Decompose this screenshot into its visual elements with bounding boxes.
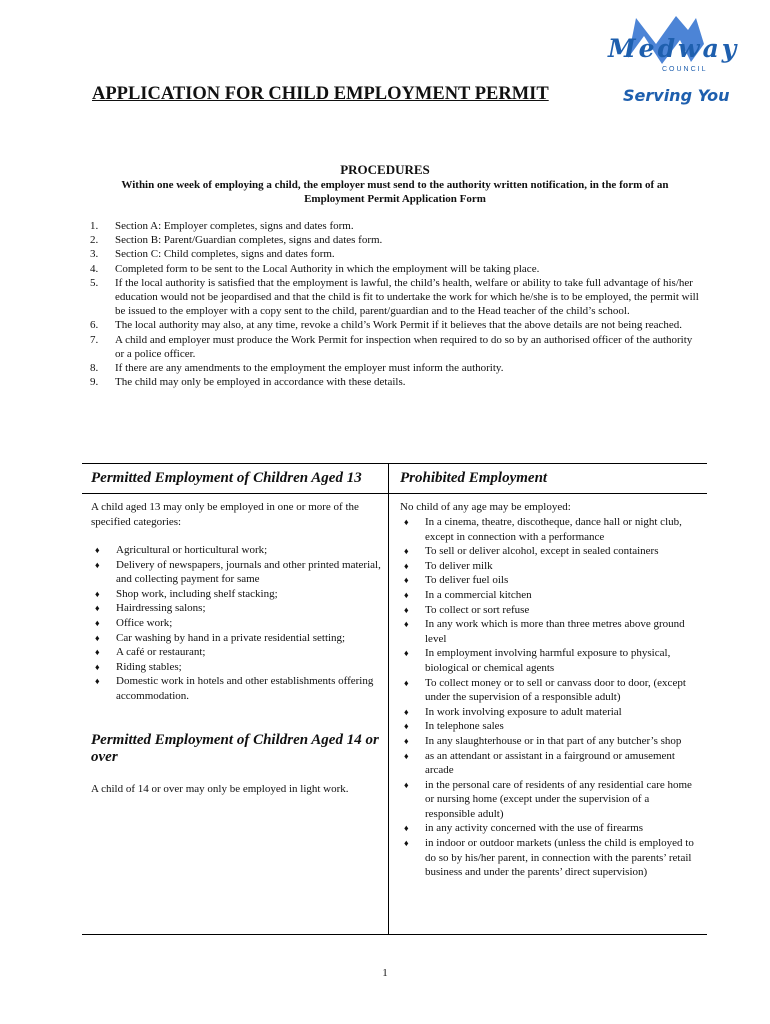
procedure-item bbox=[90, 361, 702, 375]
permitted-13-intro: A child aged 13 may only be employed in one or more of the specified categories: bbox=[91, 501, 359, 528]
procedure-number: 7. bbox=[90, 333, 99, 346]
list-item: ♦ Shop work, including shelf stacking; bbox=[91, 587, 388, 602]
list-item: ♦ Delivery of newspapers, journals and other printed material, and collecting payment for same bbox=[91, 558, 388, 587]
procedures-intro: Within one week of employing a child, the employer must send to the authority written notification, in the form of an Employment Permit Application Form bbox=[121, 179, 669, 205]
list-item: ♦ Domestic work in hotels and other establishments offering accommodation. bbox=[91, 674, 388, 703]
table-header-divider bbox=[82, 493, 707, 494]
procedure-text: If the local authority is satisfied that the employment is lawful, the child’s health, welfare or ability to take full advantage of his/her education would not be jeopardised and that the child is fit to undertake the work for which he/she is to be employed, the permit will be issued to the employer with a copy sent to the child, parent/guardian and to the Head teacher of the child’s school. bbox=[115, 276, 699, 318]
list-item: ♦ To deliver fuel oils bbox=[400, 573, 702, 588]
list-item: ♦ In any work which is more than three metres above ground level bbox=[400, 617, 702, 646]
procedure-text: Section B: Parent/Guardian completes, signs and dates form. bbox=[115, 234, 383, 247]
list-item: ♦ In telephone sales bbox=[400, 719, 702, 734]
list-item: ♦ as an attendant or assistant in a fairground or amusement arcade bbox=[400, 749, 702, 778]
employment-table bbox=[82, 463, 707, 935]
procedure-number: 9. bbox=[90, 376, 99, 389]
logo-council-text: COUNCIL bbox=[662, 66, 708, 73]
list-item: ♦ In a commercial kitchen bbox=[400, 588, 702, 603]
procedure-number: 4. bbox=[90, 262, 99, 275]
procedure-item bbox=[90, 262, 702, 276]
procedure-number: 1. bbox=[90, 220, 99, 232]
document-title: APPLICATION FOR CHILD EMPLOYMENT PERMIT bbox=[92, 84, 549, 104]
procedure-item bbox=[90, 233, 702, 247]
procedure-number: 5. bbox=[90, 276, 99, 289]
procedures-list bbox=[90, 219, 702, 389]
procedure-text: The child may only be employed in accordance with these details. bbox=[115, 376, 406, 389]
procedure-item bbox=[90, 318, 702, 332]
list-item: ♦ To collect money or to sell or canvass door to door, (except under the supervision of a responsible adult) bbox=[400, 676, 702, 705]
procedure-item bbox=[90, 276, 702, 319]
list-item: ♦ Car washing by hand in a private residential setting; bbox=[91, 631, 388, 646]
list-item: ♦ In work involving exposure to adult material bbox=[400, 705, 702, 720]
procedure-item bbox=[90, 333, 702, 361]
procedure-number: 3. bbox=[90, 248, 99, 261]
list-item: ♦ In employment involving harmful exposure to physical, biological or chemical agents bbox=[400, 646, 702, 675]
list-item: ♦ In any slaughterhouse or in that part of any butcher’s shop bbox=[400, 734, 702, 749]
procedure-number: 8. bbox=[90, 362, 99, 375]
procedures-heading: PROCEDURES bbox=[340, 162, 430, 177]
procedure-text: Section C: Child completes, signs and dates form. bbox=[115, 248, 335, 261]
list-item: ♦ To collect or sort refuse bbox=[400, 603, 702, 618]
procedure-text: If there are any amendments to the employment the employer must inform the authority. bbox=[115, 362, 504, 375]
permitted-14-heading: Permitted Employment of Children Aged 14 or over bbox=[91, 732, 379, 765]
list-item: ♦ in any activity concerned with the use of firearms bbox=[400, 821, 702, 836]
list-item: ♦ To deliver milk bbox=[400, 559, 702, 574]
prohibited-intro: No child of any age may be employed: bbox=[400, 501, 571, 513]
prohibited-heading: Prohibited Employment bbox=[400, 470, 548, 486]
list-item: ♦ Agricultural or horticultural work; bbox=[91, 543, 388, 558]
procedure-number: 6. bbox=[90, 319, 99, 332]
list-item: ♦ In a cinema, theatre, discotheque, dance hall or night club, except in connection with a performance bbox=[400, 515, 702, 544]
list-item: ♦ To sell or deliver alcohol, except in sealed containers bbox=[400, 544, 702, 559]
procedure-item bbox=[90, 219, 702, 233]
list-item: ♦ A café or restaurant; bbox=[91, 645, 388, 660]
list-item: ♦ in indoor or outdoor markets (unless the child is employed to do so by his/her parent, in connection with the parents’ retail business and under the parents’ direct supervision) bbox=[400, 836, 702, 880]
list-item: ♦ Hairdressing salons; bbox=[91, 601, 388, 616]
procedure-item bbox=[90, 375, 702, 389]
list-item: ♦ Office work; bbox=[91, 616, 388, 631]
procedure-number: 2. bbox=[90, 234, 99, 247]
list-item: ♦ in the personal care of residents of any residential care home or nursing home (except under the supervision of a responsible adult) bbox=[400, 778, 702, 822]
list-item: ♦ Riding stables; bbox=[91, 660, 388, 675]
permitted-13-list bbox=[91, 543, 388, 704]
procedure-text: A child and employer must produce the Work Permit for inspection when required to do so by an authorised officer of the authority or a police officer. bbox=[115, 333, 693, 360]
permitted-14-text: A child of 14 or over may only be employed in light work. bbox=[91, 783, 349, 795]
procedure-item bbox=[90, 247, 702, 261]
permitted-13-heading: Permitted Employment of Children Aged 13 bbox=[91, 470, 362, 486]
procedure-text: The local authority may also, at any time, revoke a child’s Work Permit if it believes that the above details are not being reached. bbox=[115, 319, 683, 332]
table-column-divider bbox=[388, 464, 389, 934]
prohibited-list bbox=[400, 515, 702, 880]
logo-name: Medway bbox=[608, 34, 740, 63]
procedure-text: Section A: Employer completes, signs and dates form. bbox=[115, 220, 354, 232]
page-number: 1 bbox=[382, 967, 388, 979]
medway-council-logo bbox=[596, 14, 766, 114]
logo-tagline: Serving You bbox=[623, 86, 730, 105]
procedure-text: Completed form to be sent to the Local Authority in which the employment will be taking place. bbox=[115, 262, 540, 275]
